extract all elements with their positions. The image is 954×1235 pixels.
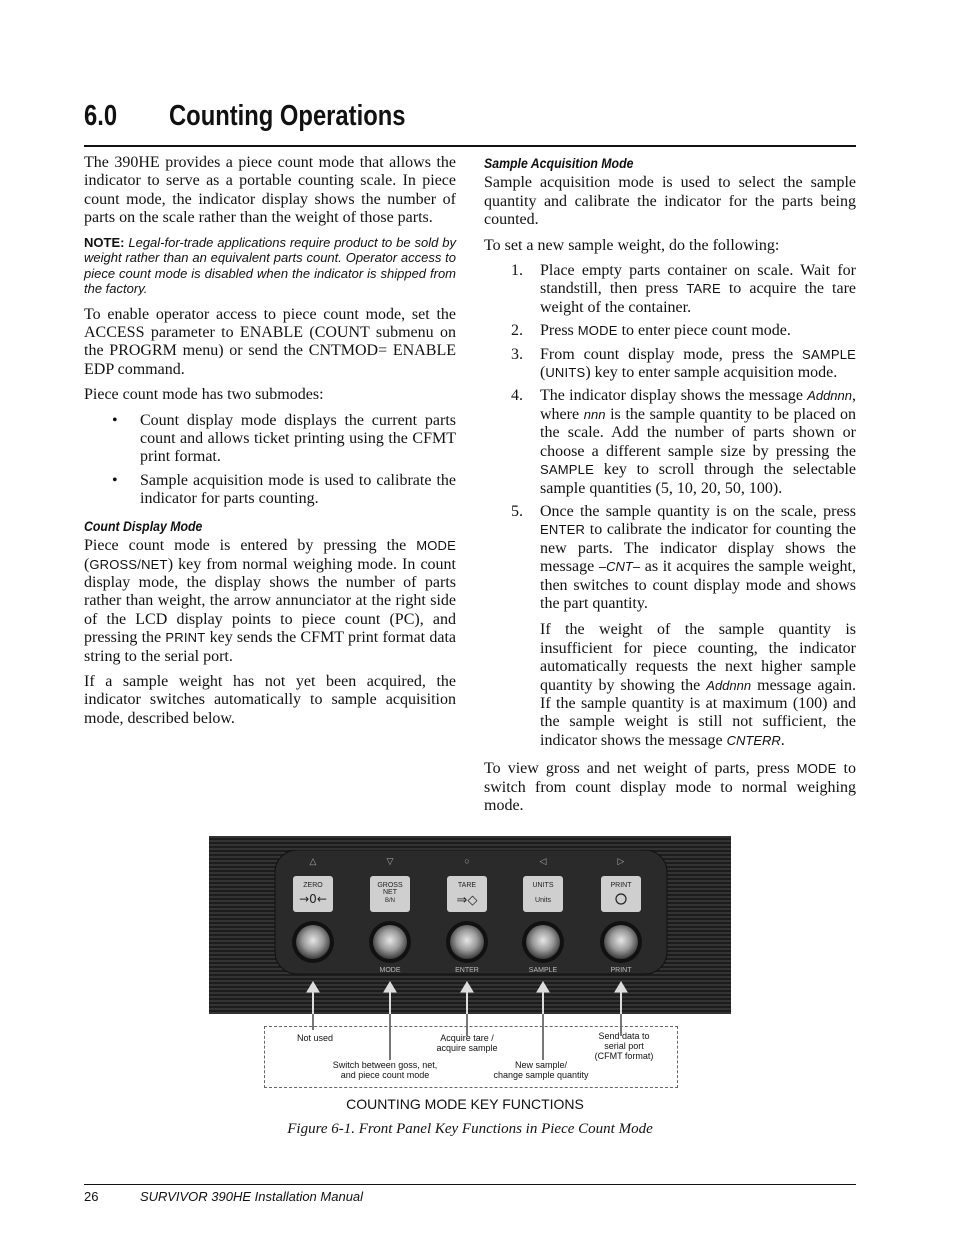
text-run: ) key from normal weighing mode. In count display mode, the display shows the number of parts rather than weight, the arrow annunciator at the right side of the LCD display points to piece count (PC), and pressing the — [84, 555, 456, 647]
list-item — [84, 472, 456, 509]
text-run: Press — [540, 322, 578, 340]
bullet-icon: • — [112, 471, 118, 489]
text-run: to acquire the tare weight of the container. — [540, 280, 856, 316]
key-enter: ENTER — [540, 522, 586, 538]
callout-line: (CFMT format) — [594, 1051, 654, 1061]
step-number: 5. — [511, 502, 523, 520]
text-run: ( — [84, 555, 90, 573]
text-run: , where — [540, 387, 856, 423]
left-column — [84, 154, 456, 735]
key-tare-bottom: ENTER — [455, 967, 479, 974]
text-run: to enter piece count mode. — [617, 322, 791, 340]
svg-text:▽: ▽ — [386, 856, 394, 866]
callout-line: change sample quantity — [493, 1070, 589, 1080]
page-footer — [84, 1184, 856, 1204]
section-header — [84, 100, 856, 147]
key-gross-label: GROSS — [377, 882, 403, 889]
display-message: nnn — [583, 406, 606, 422]
callout-line: Send data to — [598, 1031, 650, 1041]
steps-list — [484, 262, 856, 613]
section-title: Counting Operations — [169, 100, 406, 132]
callout-line: serial port — [604, 1041, 644, 1051]
steps-intro: To set a new sample weight, do the following: — [484, 236, 780, 254]
callout-switch-between — [313, 1060, 457, 1080]
text-run: ( — [540, 364, 546, 382]
step-number: 2. — [511, 322, 523, 340]
list-item-text: Count display mode displays the current parts count and allows ticket printing using the CFMT print format. — [140, 411, 456, 466]
step-item — [484, 346, 856, 383]
text-run: To view gross and net weight of parts, press — [484, 760, 797, 778]
continuation-paragraph — [484, 621, 856, 750]
front-panel-figure — [209, 836, 731, 1014]
page-number: 26 — [84, 1189, 99, 1204]
text-run: If the weight of the sample quantity is insufficient for piece counting, the indicator automatically requests the next higher sample quantity by showing the — [540, 621, 856, 694]
bullet-icon: • — [112, 411, 118, 429]
text-run: key to scroll through the selectable sample quantities (5, 10, 20, 50, 100). — [540, 461, 856, 497]
key-sample: SAMPLE — [802, 346, 856, 362]
submode-list — [84, 412, 456, 509]
text-run: message again. If the sample quantity is at maximum (100) and the sample weight is still not sufficient, the indicator shows the message — [540, 676, 856, 749]
list-item-text: Sample acquisition mode is used to calibrate the indicator for parts counting. — [140, 471, 456, 508]
note-label: NOTE: — [84, 234, 125, 250]
enable-paragraph: To enable operator access to piece count mode, set the ACCESS parameter to ENABLE (COUNT submenu on the PROGRM menu) or send the CNTMOD= ENABLE EDP command. — [84, 305, 456, 378]
step-number: 4. — [511, 387, 523, 405]
text-run: to calibrate the indicator for counting the new parts. The indicator display shows the message — [540, 521, 856, 576]
key-units-bottom: SAMPLE — [528, 967, 558, 974]
display-message: Addnnn — [706, 677, 752, 693]
callout-acquire-tare — [405, 1033, 529, 1053]
manual-title: SURVIVOR 390HE Installation Manual — [140, 1189, 364, 1204]
intro-paragraph: The 390HE provides a piece count mode that allows the indicator to serve as a portable counting scale. In piece count mode, the indicator display shows the number of parts on the scale rather than the weight of those parts. — [84, 154, 456, 227]
callout-send-data — [581, 1031, 667, 1061]
key-mode: MODE — [577, 323, 618, 339]
key-mode: MODE — [416, 538, 456, 554]
step-item — [484, 503, 856, 613]
text-run: Piece count mode is entered by pressing the — [84, 537, 417, 555]
list-item — [84, 412, 456, 467]
zero-icon: →0← — [299, 892, 327, 906]
sample-not-acquired-paragraph: If a sample weight has not yet been acquired, the indicator switches automatically to sample acquisition mode, described below. — [84, 672, 456, 727]
text-run: is the sample quantity to be placed on the scale. Add the number of parts shown or choose a different sample size by pressing the — [540, 405, 856, 460]
callout-line: Switch between goss, net, — [332, 1060, 438, 1070]
text-run: ) key to enter sample acquisition mode. — [585, 364, 838, 382]
section-number: 6.0 — [84, 100, 118, 132]
svg-text:○: ○ — [464, 856, 470, 866]
submodes-intro: Piece count mode has two submodes: — [84, 386, 324, 404]
callout-not-used: Not used — [296, 1033, 334, 1043]
text-run: as it acquires the sample weight, then switches to count display mode and shows the part quantity. — [540, 558, 857, 612]
text-run: From count display mode, press the — [540, 345, 803, 363]
key-mode: MODE — [796, 761, 837, 777]
key-zero-label: ZERO — [303, 882, 323, 889]
note-text: Legal-for-trade applications require product to be sold by weight rather than an equivalent parts count. Operator access to piece count mode is disabled when the indicator is shipped from the factory. — [84, 234, 456, 297]
key-print-label: PRINT — [610, 882, 632, 889]
text-run: Once the sample quantity is on the scale, press — [540, 502, 856, 520]
callout-new-sample — [471, 1060, 611, 1080]
key-gross-bottom: MODE — [379, 967, 401, 974]
step-number: 3. — [511, 345, 523, 363]
svg-text:◁: ◁ — [539, 856, 547, 866]
callout-box — [264, 1026, 678, 1088]
sample-acquisition-heading: Sample Acquisition Mode — [484, 155, 634, 171]
tare-icon: ⇒◇ — [456, 893, 478, 908]
display-message: CNTERR — [726, 732, 781, 748]
key-net-label: NET — [383, 889, 397, 896]
text-run: . — [780, 731, 785, 749]
text-run: key sends the CFMT print format data string to the serial port. — [84, 629, 457, 665]
step-item — [484, 322, 856, 340]
key-units-sub: Units — [535, 897, 551, 904]
key-print-bottom: PRINT — [610, 967, 632, 974]
key-units-label: UNITS — [532, 882, 554, 889]
figure-caption: Figure 6-1. Front Panel Key Functions in Piece Count Mode — [287, 1121, 653, 1137]
key-units: UNITS — [545, 365, 586, 381]
key-tare-label: TARE — [457, 882, 477, 889]
callout-line: New sample/ — [514, 1060, 568, 1070]
key-gross-net: GROSS/NET — [89, 556, 168, 572]
note-block — [84, 235, 456, 297]
callout-line: and piece count mode — [340, 1070, 430, 1080]
key-tare: TARE — [686, 281, 721, 297]
right-column — [484, 154, 856, 822]
callout-line: acquire sample — [436, 1043, 498, 1053]
count-display-paragraph — [84, 537, 456, 666]
sample-paragraph: Sample acquisition mode is used to select the sample quantity and calibrate the indicator for the parts being counted. — [484, 174, 856, 229]
text-run: Place empty parts container on scale. Wait for standstill, then press — [540, 262, 856, 298]
text-run: to switch from count display mode to normal weighing mode. — [484, 760, 856, 814]
svg-text:△: △ — [309, 856, 317, 866]
count-display-heading: Count Display Mode — [84, 517, 203, 534]
key-print: PRINT — [165, 630, 206, 646]
step-item — [484, 262, 856, 317]
callout-line: Acquire tare / — [440, 1033, 494, 1043]
display-message: Addnnn — [807, 388, 852, 404]
step-number: 1. — [511, 262, 523, 280]
step-item — [484, 387, 856, 497]
key-sample: SAMPLE — [540, 462, 594, 478]
final-paragraph — [484, 760, 856, 815]
figure-label: COUNTING MODE KEY FUNCTIONS — [346, 1096, 584, 1112]
text-run: The indicator display shows the message — [540, 387, 808, 405]
svg-text:▷: ▷ — [617, 856, 625, 866]
display-message: –CNT– — [598, 559, 641, 575]
key-gross-sub: B/N — [384, 898, 396, 904]
